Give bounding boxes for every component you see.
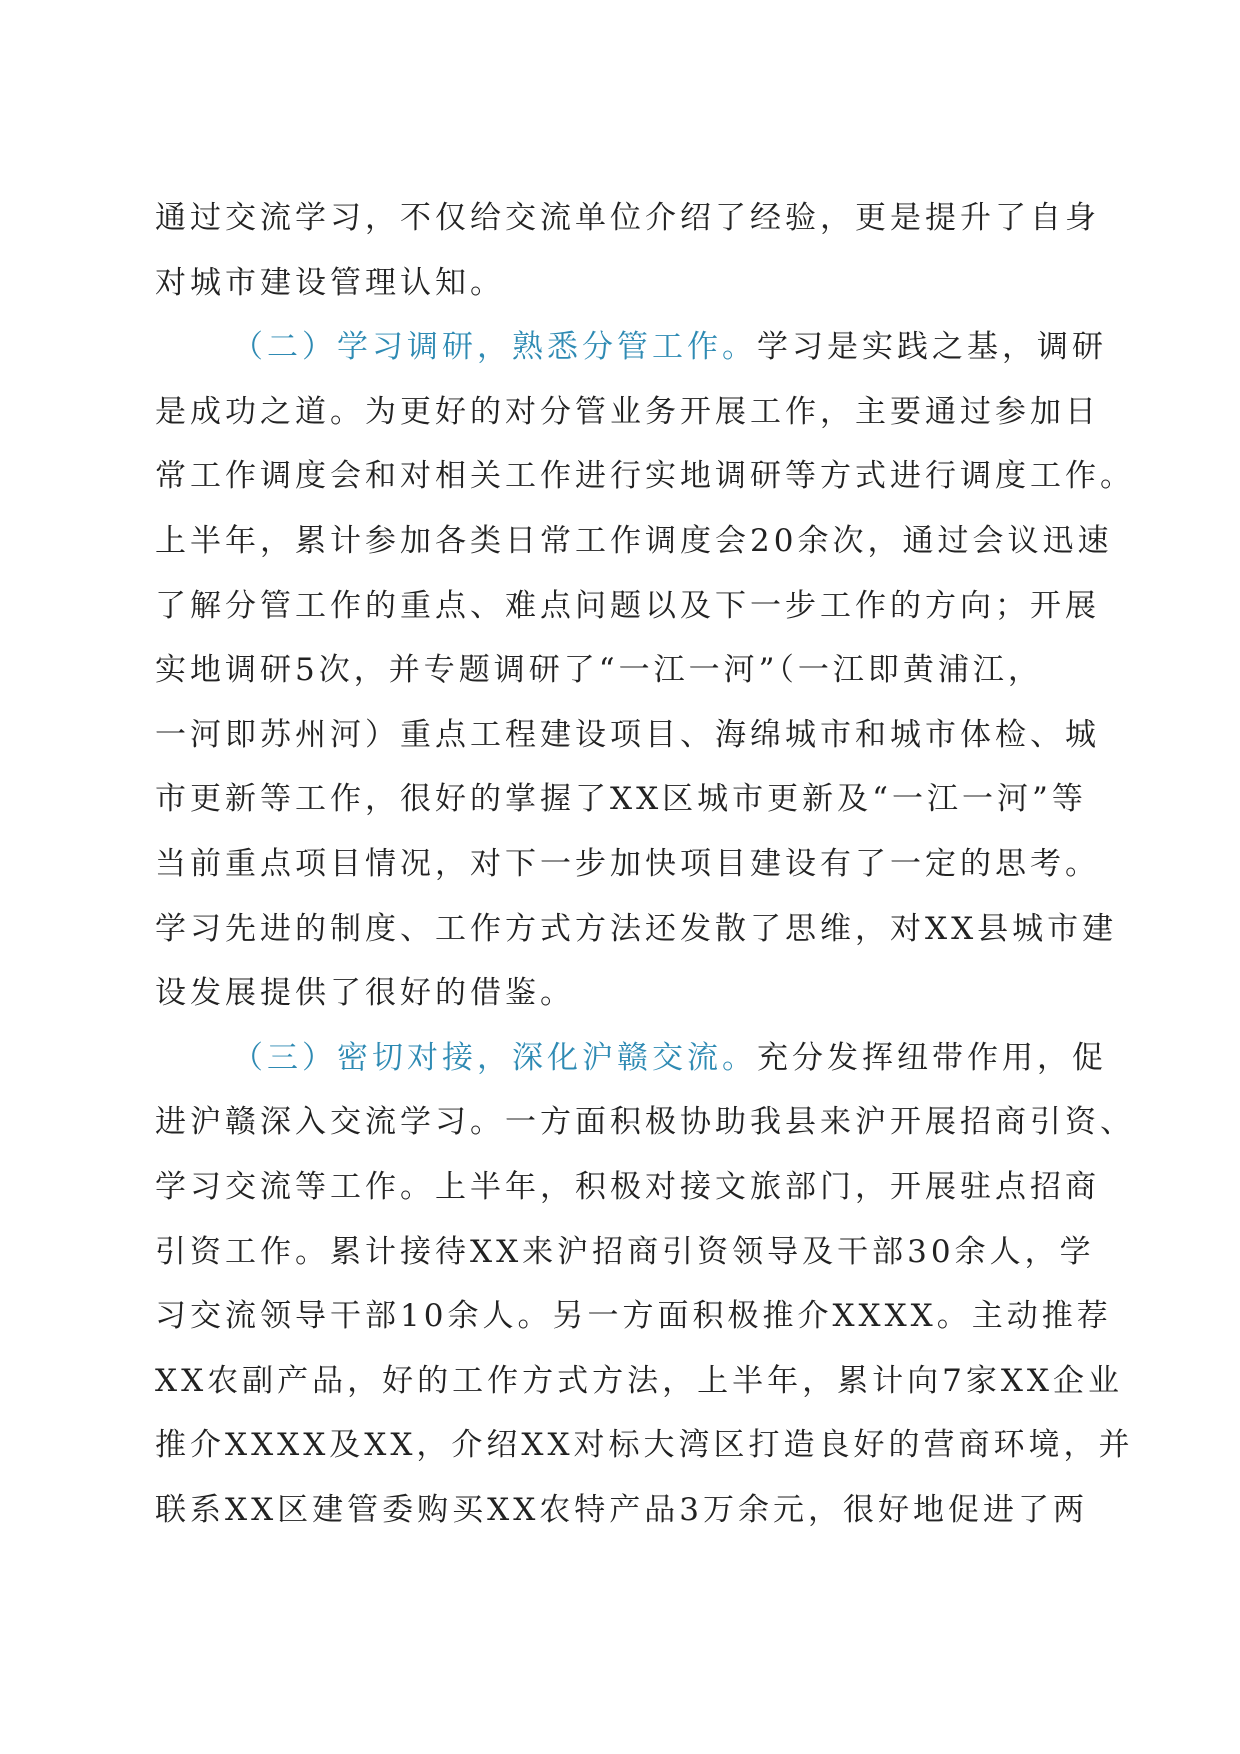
paragraph-line: 实地调研5次，并专题调研了“一江一河”（一江即黄浦江， xyxy=(155,652,1043,689)
section-2-first-line xyxy=(155,315,1107,380)
paragraph-line: 推介XXXX及XX，介绍XX对标大湾区打造良好的营商环境，并 xyxy=(155,1427,1134,1464)
section-2-heading: （二）学习调研，熟悉分管工作。 xyxy=(232,329,757,366)
paragraph-line: 学习先进的制度、工作方式方法还发散了思维，对XX县城市建 xyxy=(155,910,1118,947)
section-3-lead-text: 充分发挥纽带作用，促 xyxy=(757,1039,1107,1076)
paragraph-line: 了解分管工作的重点、难点问题以及下一步工作的方向；开展 xyxy=(155,587,1100,624)
paragraph-line: 对城市建设管理认知。 xyxy=(155,264,505,301)
paragraph-line: 通过交流学习，不仅给交流单位介绍了经验，更是提升了自身 xyxy=(155,200,1100,236)
paragraph-line: 引资工作。累计接待XX来沪招商引资领导及干部30余人，学 xyxy=(155,1233,1095,1270)
paragraph-line: 联系XX区建管委购买XX农特产品3万余元，很好地促进了两 xyxy=(155,1491,1088,1528)
paragraph-line: 是成功之道。为更好的对分管业务开展工作，主要通过参加日 xyxy=(155,393,1100,430)
document-body xyxy=(155,186,1135,1542)
paragraph-line: 常工作调度会和对相关工作进行实地调研等方式进行调度工作。 xyxy=(155,458,1135,495)
paragraph-line: 习交流领导干部10余人。另一方面积极推介XXXX。主动推荐 xyxy=(155,1298,1112,1335)
paragraph-line: 市更新等工作，很好的掌握了XX区城市更新及“一江一河”等 xyxy=(155,781,1087,818)
paragraph-line: 学习交流等工作。上半年，积极对接文旅部门，开展驻点招商 xyxy=(155,1168,1100,1205)
section-2-lead-text: 学习是实践之基，调研 xyxy=(757,329,1107,366)
paragraph-line: 上半年，累计参加各类日常工作调度会20余次，通过会议迅速 xyxy=(155,522,1113,559)
paragraph-line: XX农副产品，好的工作方式方法，上半年，累计向7家XX企业 xyxy=(155,1362,1123,1399)
section-3-first-line xyxy=(155,1026,1107,1091)
paragraph-line: 一河即苏州河）重点工程建设项目、海绵城市和城市体检、城 xyxy=(155,716,1100,753)
paragraph-line: 当前重点项目情况，对下一步加快项目建设有了一定的思考。 xyxy=(155,845,1100,882)
section-3-heading: （三）密切对接，深化沪赣交流。 xyxy=(232,1039,757,1076)
paragraph-line: 设发展提供了很好的借鉴。 xyxy=(155,975,575,1012)
paragraph-line: 进沪赣深入交流学习。一方面积极协助我县来沪开展招商引资、 xyxy=(155,1104,1135,1141)
